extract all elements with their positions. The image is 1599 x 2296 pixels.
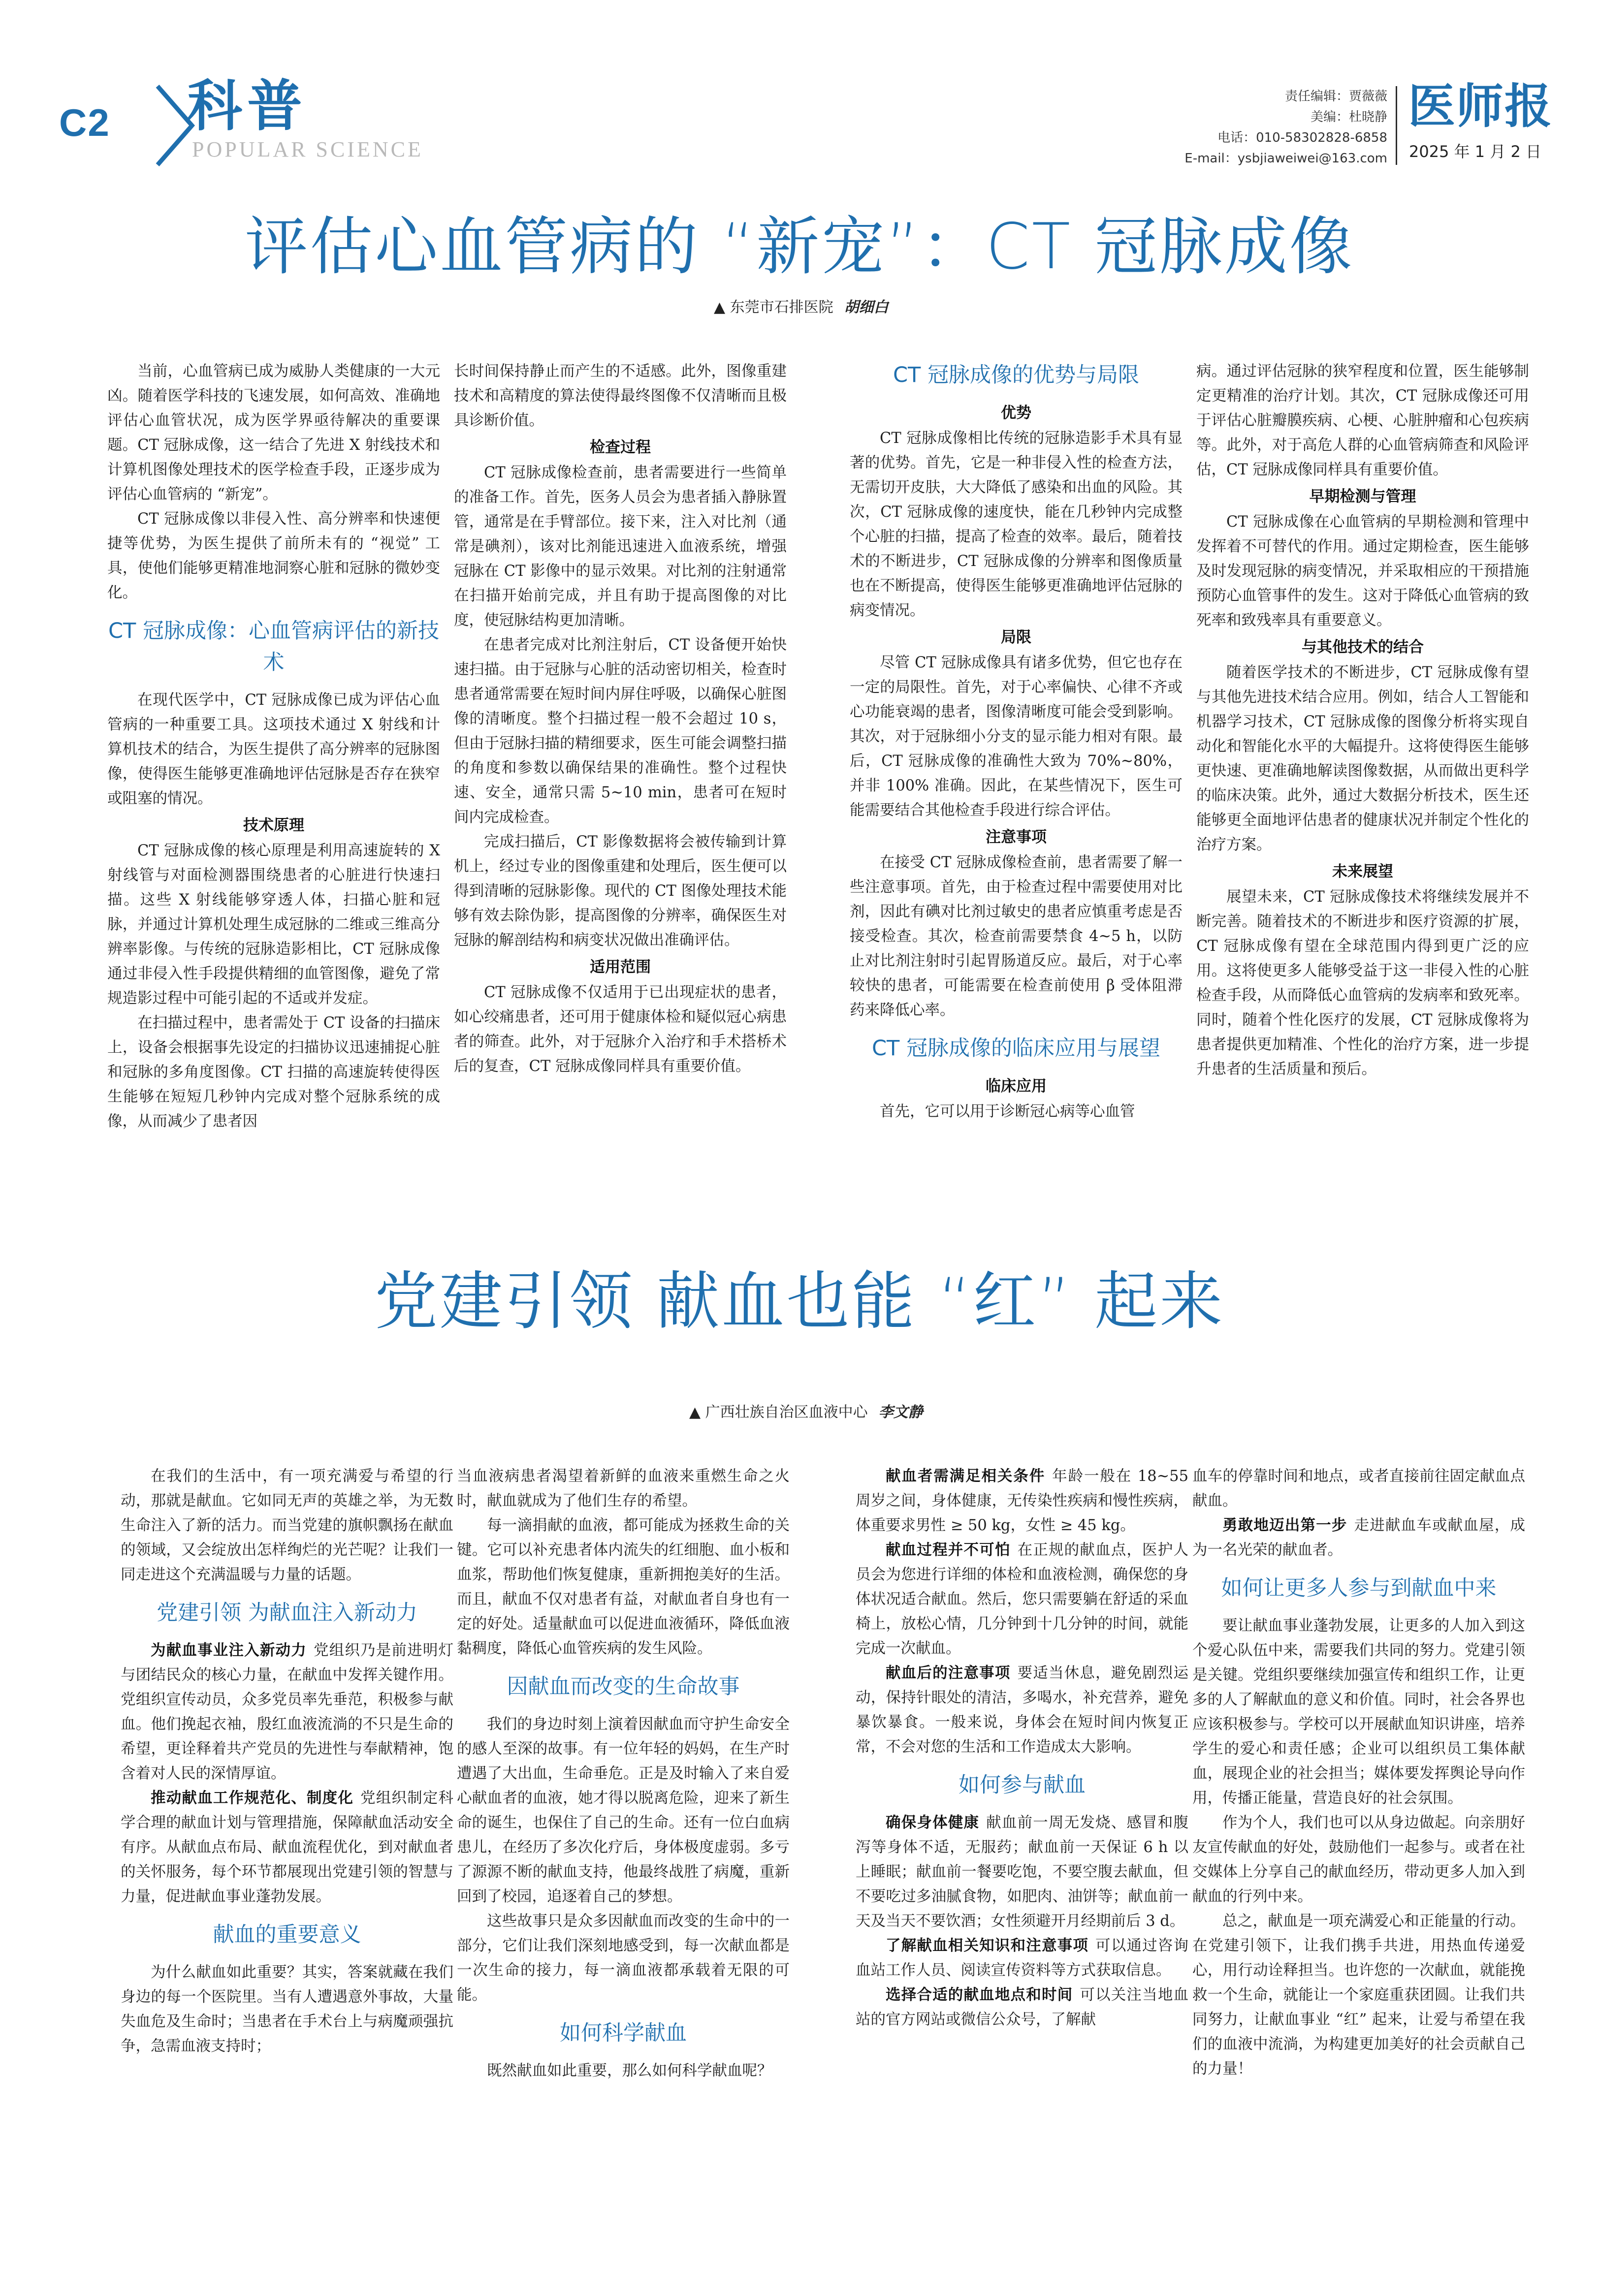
paragraph-lead: 为献血事业注入新动力 bbox=[151, 1642, 307, 1659]
paragraph bbox=[107, 688, 440, 811]
paragraph-text: 尽管 CT 冠脉成像具有诸多优势，但它也存在一定的局限性。首先，对于心率偏快、心律不齐或心功能衰竭的患者，图像清晰度可能会受到影响。其次，对于冠脉细小分支的显示能力相对有限。最后，CT 冠脉成像的准确性大致为 70%~80%，并非 100% 准确。因此，在某些情况下，医生可能需要结合其他检查手段进行综合评估。 bbox=[850, 654, 1183, 819]
paragraph bbox=[121, 1960, 453, 2059]
paragraph bbox=[1192, 1909, 1525, 2081]
paragraph-text: 党组织制定科学合理的献血计划与管理措施，保障献血活动安全有序。从献血点布局、献血流程优化，到对献血者的关怀服务，每个环节都展现出党建引领的智慧与力量，促进献血事业蓬勃发展。 bbox=[121, 1790, 453, 1905]
paragraph bbox=[454, 980, 787, 1079]
paragraph bbox=[107, 359, 440, 507]
section-heading: 因献血而改变的生命故事 bbox=[507, 1674, 740, 1699]
paragraph-text: CT 冠脉成像相比传统的冠脉造影手术具有显著的优势。首先，它是一种非侵入性的检查方法，无需切开皮肤，大大降低了感染和出血的风险。其次，CT 冠脉成像的速度快，能在几秒钟内完成整个心脏的扫描，提高了检查的效率。最后，随着技术的不断进步，CT 冠脉成像的分辨率和图像质量也在不断提高，使得医生能够更准确地评估冠脉的病变情况。 bbox=[850, 430, 1183, 619]
paragraph bbox=[107, 1011, 440, 1134]
masthead-divider bbox=[1396, 86, 1397, 165]
subsection-heading: 技术原理 bbox=[243, 817, 304, 834]
paragraph-text: CT 冠脉成像不仅适用于已出现症状的患者，如心绞痛患者，还可用于健康体检和疑似冠心病患者的筛查。此外，对于冠脉介入治疗和手术搭桥术后的复查，CT 冠脉成像同样具有重要价值。 bbox=[454, 984, 787, 1075]
section-heading: CT 冠脉成像：心血管病评估的新技术 bbox=[108, 619, 439, 675]
paragraph-text: 随着医学技术的不断进步，CT 冠脉成像有望与其他先进技术结合应用。例如，结合人工智能和机器学习技术，CT 冠脉成像的图像分析将实现自动化和智能化水平的大幅提升。这将使得医生能够更快速、更准确地解读图像数据，从而做出更科学的临床决策。此外，通过大数据分析技术，医生还能够更全面地评估患者的健康状况并制定个性化的治疗方案。 bbox=[1196, 664, 1529, 853]
paragraph-lead: 勇敢地迈出第一步 bbox=[1222, 1517, 1347, 1534]
paragraph-text: 可以通过咨询血站工作人员、阅读宣传资料等方式获取信息。 bbox=[856, 1937, 1188, 1979]
paragraph bbox=[850, 850, 1183, 1023]
paragraph bbox=[856, 1661, 1188, 1760]
paragraph-text: 总之，献血是一项充满爱心和正能量的行动。在党建引领下，让我们携手共进，用热血传递爱心，用行动诠释担当。也许您的一次献血，就能挽救一个生命，就能让一个家庭重获团圆。让我们共同努力，让献血事业 “红” 起来，让爱与希望在我们的血液中流淌，为构建更加美好的社会贡献自己的力量！ bbox=[1192, 1913, 1525, 2077]
article-2-byline bbox=[689, 1405, 923, 1420]
subsection-heading: 早期检测与管理 bbox=[1309, 488, 1416, 505]
section-heading: CT 冠脉成像的临床应用与展望 bbox=[872, 1036, 1160, 1061]
paragraph-text: 要适当休息，避免剧烈运动，保持针眼处的清洁，多喝水，补充营养，避免暴饮暴食。一般来说，身体会在短时间内恢复正常，不会对您的生活和工作造成太大影响。 bbox=[856, 1665, 1188, 1756]
byline-author: 李文静 bbox=[878, 1404, 923, 1421]
section-title: 科普 bbox=[187, 74, 307, 138]
paragraph bbox=[856, 1811, 1188, 1934]
paragraph-text: 当前，心血管病已成为威胁人类健康的一大元凶。随着医学科技的飞速发展，如何高效、准确地评估心血管状况，成为医学界亟待解决的重要课题。CT 冠脉成像，这一结合了先进 X 射线技术和计算机图像处理技术的医学检查手段，正逐步成为评估心血管病的 “新宠”。 bbox=[107, 363, 440, 503]
paragraph-lead: 了解献血相关知识和注意事项 bbox=[886, 1937, 1089, 1954]
paragraph bbox=[856, 1538, 1188, 1661]
paragraph-text: 完成扫描后，CT 影像数据将会被传输到计算机上，经过专业的图像重建和处理后，医生便可以得到清晰的冠脉影像。现代的 CT 图像处理技术能够有效去除伪影，提高图像的分辨率，确保医生对冠脉的解剖结构和病变状况做出准确评估。 bbox=[454, 833, 787, 949]
subsection-heading: 检查过程 bbox=[590, 439, 651, 456]
paragraph-text: CT 冠脉成像的核心原理是利用高速旋转的 X 射线管与对面检测器围绕患者的心脏进行快速扫描。这些 X 射线能够穿透人体，扫描心脏和冠脉，并通过计算机处理生成冠脉的二维或三维高分辨率影像。与传统的冠脉造影相比，CT 冠脉成像通过非侵入性手段提供精细的血管图像，避免了常规造影过程中可能引起的不适或并发症。 bbox=[107, 842, 440, 1007]
article-1-column-4 bbox=[1196, 359, 1529, 1260]
paragraph-lead: 推动献血工作规范化、制度化 bbox=[151, 1790, 354, 1807]
paragraph-text: 在现代医学中，CT 冠脉成像已成为评估心血管病的一种重要工具。这项技术通过 X 射线和计算机技术的结合，为医生提供了高分辨率的冠脉图像，使得医生能够更准确地评估冠脉是否存在狭窄或阻塞的情况。 bbox=[107, 692, 440, 807]
section-heading: CT 冠脉成像的优势与局限 bbox=[893, 363, 1139, 387]
paragraph-lead: 选择合适的献血地点和时间 bbox=[886, 1986, 1073, 2004]
section-heading: 党建引领 为献血注入新动力 bbox=[157, 1601, 417, 1625]
paragraph-text: 可以关注当地血站的官方网站或微信公众号，了解献 bbox=[856, 1986, 1188, 2028]
paragraph-text: 年龄一般在 18~55 周岁之间，身体健康，无传染性疾病和慢性疾病，体重要求男性 ≥ 50 kg，女性 ≥ 45 kg。 bbox=[856, 1468, 1188, 1534]
paragraph-text: 在接受 CT 冠脉成像检查前，患者需要了解一些注意事项。首先，由于检查过程中需要使用对比剂，因此有碘对比剂过敏史的患者应慎重考虑是否接受检查。其次，检查前需要禁食 4~5 h，以防止对比剂注射时引起胃肠道反应。最后，对于心率较快的患者，可能需要在检查前使用 β 受体阻滞药来降低心率。 bbox=[850, 854, 1183, 1019]
paragraph bbox=[1192, 1811, 1525, 1909]
paragraph-text: 为什么献血如此重要？其实，答案就藏在我们身边的每一个医院里。当有人遭遇意外事故，大量失血危及生命时；当患者在手术台上与病魔顽强抗争，急需血液支持时； bbox=[121, 1964, 453, 2055]
paragraph bbox=[457, 1712, 790, 1909]
designer-line: 美编：杜晓静 bbox=[1310, 110, 1387, 125]
paragraph-lead: 确保身体健康 bbox=[886, 1814, 980, 1831]
paragraph-text: 在患者完成对比剂注射后，CT 设备便开始快速扫描。由于冠脉与心脏的活动密切相关，检查时患者通常需要在短时间内屏住呼吸，以确保心脏图像的清晰度。整个扫描过程一般不会超过 10 s，但由于冠脉扫描的精细要求，医生可能会调整扫描的角度和参数以确保结果的准确性。整个过程快速、安全，通常只需 5~10 min，患者可在短时间内完成检查。 bbox=[454, 636, 787, 826]
newspaper-logo: 医师报 bbox=[1408, 78, 1553, 134]
paragraph bbox=[454, 359, 787, 433]
paragraph-text: 首先，它可以用于诊断冠心病等心血管 bbox=[880, 1103, 1135, 1120]
article-1-column-2 bbox=[454, 359, 787, 1260]
paragraph bbox=[1196, 510, 1529, 633]
paragraph bbox=[1192, 1614, 1525, 1811]
paragraph-text: 每一滴捐献的血液，都可能成为拯救生命的关键。它可以补充患者体内流失的红细胞、血小板和血浆，帮助他们恢复健康，重新拥抱美好的生活。而且，献血不仅对患者有益，对献血者自身也有一定的好处。适量献血可以促进血液循环，降低血液黏稠度，降低心血管疾病的发生风险。 bbox=[457, 1517, 790, 1657]
paragraph-text: 病。通过评估冠脉的狭窄程度和位置，医生能够制定更精准的治疗计划。其次，CT 冠脉成像还可用于评估心脏瓣膜疾病、心梗、心脏肿瘤和心包疾病等。此外，对于高危人群的心血管病筛查和风险评估，CT 冠脉成像同样具有重要价值。 bbox=[1196, 363, 1529, 478]
paragraph bbox=[121, 1464, 453, 1587]
paragraph-text: 既然献血如此重要，那么如何科学献血呢？ bbox=[487, 2062, 772, 2079]
byline-org: ▲ 广西壮族自治区血液中心 bbox=[689, 1404, 868, 1421]
paragraph bbox=[856, 1934, 1188, 1983]
subsection-heading: 未来展望 bbox=[1332, 863, 1393, 881]
section-heading: 如何参与献血 bbox=[959, 1773, 1086, 1797]
paragraph bbox=[1192, 1513, 1525, 1563]
paragraph-text: 在扫描过程中，患者需处于 CT 设备的扫描床上，设备会根据事先设定的扫描协议迅速捕捉心脏和冠脉的多角度图像。CT 扫描的高速旋转使得医生能够在短短几秒钟内完成对整个冠脉系统的成像，从而减少了患者因 bbox=[107, 1014, 440, 1130]
issue-date: 2025 年 1 月 2 日 bbox=[1409, 142, 1542, 161]
paragraph bbox=[457, 1513, 790, 1661]
paragraph bbox=[850, 651, 1183, 823]
paragraph bbox=[457, 1464, 790, 1513]
paragraph-text: 献血前一周无发烧、感冒和腹泻等身体不适，无服药；献血前一天保证 6 h 以上睡眠；献血前一餐要吃饱，不要空腹去献血，但不要吃过多油腻食物，如肥肉、油饼等；献血前一天及当天不要饮酒；女性须避开月经期前后 3 d。 bbox=[856, 1814, 1188, 1930]
paragraph-text: 作为个人，我们也可以从身边做起。向亲朋好友宣传献血的好处，鼓励他们一起参与。或者在社交媒体上分享自己的献血经历，带动更多人加入到献血的行列中来。 bbox=[1192, 1814, 1525, 1905]
paragraph bbox=[454, 461, 787, 633]
paragraph-text: 要让献血事业蓬勃发展，让更多的人加入到这个爱心队伍中来，需要我们共同的努力。党建引领是关键。党组织要继续加强宣传和组织工作，让更多的人了解献血的意义和价值。同时，社会各界也应该积极参与。学校可以开展献血知识讲座，培养学生的爱心和责任感；企业可以组织员工集体献血，展现企业的社会担当；媒体要发挥舆论导向作用，传播正能量，营造良好的社会氛围。 bbox=[1192, 1617, 1525, 1807]
paragraph bbox=[850, 1100, 1183, 1124]
paragraph bbox=[1196, 660, 1529, 857]
subsection-heading: 注意事项 bbox=[986, 828, 1047, 846]
paragraph bbox=[454, 830, 787, 953]
byline-org: ▲ 东莞市石排医院 bbox=[714, 299, 833, 316]
paragraph-lead: 献血后的注意事项 bbox=[886, 1665, 1011, 1682]
paragraph-text: 当血液病患者渴望着新鲜的血液来重燃生命之火时，献血就成为了他们生存的希望。 bbox=[457, 1468, 790, 1510]
article-1-title: 评估心血管病的 “新宠”：CT 冠脉成像 bbox=[245, 210, 1354, 283]
section-heading: 如何科学献血 bbox=[560, 2021, 687, 2045]
article-2-column-4 bbox=[1192, 1464, 1525, 2271]
paragraph-text: CT 冠脉成像在心血管病的早期检测和管理中发挥着不可替代的作用。通过定期检查，医生能够及时发现冠脉的病变情况，并采取相应的干预措施预防心血管事件的发生。这对于降低心血管病的致死率和致残率具有重要意义。 bbox=[1196, 513, 1529, 629]
paragraph bbox=[1196, 885, 1529, 1082]
subsection-heading: 适用范围 bbox=[590, 958, 651, 976]
article-2-column-2 bbox=[457, 1464, 790, 2271]
paragraph bbox=[457, 1909, 790, 2008]
paragraph-text: 党组织乃是前进明灯与团结民众的核心力量，在献血中发挥关键作用。党组织宣传动员，众多党员率先垂范，积极参与献血。他们挽起衣袖，殷红血液流淌的不只是生命的希望，更诠释着共产党员的先进性与奉献精神，饱含着对人民的深情厚谊。 bbox=[121, 1642, 453, 1782]
paragraph-text: 血车的停靠时间和地点，或者直接前往固定献血点献血。 bbox=[1192, 1468, 1525, 1510]
paragraph bbox=[457, 2059, 790, 2083]
article-1-byline bbox=[714, 300, 889, 315]
article-1-column-1 bbox=[107, 359, 440, 1260]
paragraph bbox=[1196, 359, 1529, 482]
paragraph-lead: 献血者需满足相关条件 bbox=[886, 1468, 1046, 1485]
paragraph bbox=[107, 507, 440, 605]
paragraph-text: 长时间保持静止而产生的不适感。此外，图像重建技术和高精度的算法使得最终图像不仅清晰而且极具诊断价值。 bbox=[454, 363, 787, 429]
byline-author: 胡细白 bbox=[844, 299, 889, 316]
paragraph-text: 我们的身边时刻上演着因献血而守护生命安全的感人至深的故事。有一位年轻的妈妈，在生产时遭遇了大出血，生命垂危。正是及时输入了来自爱心献血者的血液，她才得以脱离危险，迎来了新生命的诞生，也保住了自己的生命。还有一位白血病患儿，在经历了多次化疗后，身体极度虚弱。多亏了源源不断的献血支持，他最终战胜了病魔，重新回到了校园，追逐着自己的梦想。 bbox=[457, 1716, 790, 1905]
section-heading: 如何让更多人参与到献血中来 bbox=[1221, 1576, 1497, 1601]
paragraph-text: 走进献血车或献血屋，成为一名光荣的献血者。 bbox=[1192, 1517, 1525, 1559]
paragraph bbox=[454, 633, 787, 830]
paragraph-text: CT 冠脉成像以非侵入性、高分辨率和快速便捷等优势，为医生提供了前所未有的 “视觉” 工具，使他们能够更精准地洞察心脏和冠脉的微妙变化。 bbox=[107, 510, 440, 601]
phone-line: 电话：010-58302828-6858 bbox=[1217, 130, 1387, 145]
section-subtitle: POPULAR SCIENCE bbox=[192, 137, 423, 161]
paragraph bbox=[121, 1786, 453, 1909]
paragraph bbox=[856, 1464, 1188, 1538]
subsection-heading: 优势 bbox=[1001, 404, 1031, 422]
article-2-column-1 bbox=[121, 1464, 453, 2271]
editor-info bbox=[1184, 86, 1387, 169]
paragraph-text: 这些故事只是众多因献血而改变的生命中的一部分，它们让我们深刻地感受到，每一次献血都是一次生命的接力，每一滴血液都承载着无限的可能。 bbox=[457, 1913, 790, 2004]
subsection-heading: 与其他技术的结合 bbox=[1302, 638, 1424, 656]
paragraph-text: 在我们的生活中，有一项充满爱与希望的行动，那就是献血。它如同无声的英雄之举，为无数生命注入了新的活力。而当党建的旗帜飘扬在献血的领域，又会绽放出怎样绚烂的光芒呢？让我们一同走进这个充满温暖与力量的话题。 bbox=[121, 1468, 453, 1583]
article-2-column-3 bbox=[856, 1464, 1188, 2271]
paragraph-text: 展望未来，CT 冠脉成像技术将继续发展并不断完善。随着技术的不断进步和医疗资源的扩展，CT 冠脉成像有望在全球范围内得到更广泛的应用。这将使更多人能够受益于这一非侵入性的心脏检查手段，从而降低心血管病的发病率和致死率。同时，随着个性化医疗的发展，CT 冠脉成像将为患者提供更加精准、个性化的治疗方案，进一步提升患者的生活质量和预后。 bbox=[1196, 888, 1529, 1078]
section-heading: 献血的重要意义 bbox=[213, 1922, 361, 1947]
paragraph-text: CT 冠脉成像检查前，患者需要进行一些简单的准备工作。首先，医务人员会为患者插入静脉置管，通常是在手臂部位。接下来，注入对比剂（通常是碘剂），该对比剂能迅速进入血液系统，增强冠脉在 CT 影像中的显示效果。对比剂的注射通常在扫描开始前完成，并且有助于提高图像的对比度，使冠脉结构更加清晰。 bbox=[454, 464, 787, 629]
paragraph bbox=[850, 426, 1183, 623]
editor-line: 责任编辑：贾薇薇 bbox=[1284, 89, 1387, 104]
email-line: E-mail：ysbjiaweiwei@163.com bbox=[1184, 151, 1387, 166]
paragraph bbox=[107, 839, 440, 1011]
paragraph-text: 在正规的献血点，医护人员会为您进行详细的体检和血液检测，确保您的身体状况适合献血。然后，您只需要躺在舒适的采血椅上，放松心情，几分钟到十几分钟的时间，就能完成一次献血。 bbox=[856, 1541, 1188, 1657]
paragraph bbox=[121, 1638, 453, 1786]
article-2-title: 党建引领 献血也能 “红” 起来 bbox=[374, 1265, 1225, 1338]
subsection-heading: 局限 bbox=[1001, 629, 1031, 646]
paragraph-lead: 献血过程并不可怕 bbox=[886, 1541, 1011, 1559]
paragraph bbox=[1192, 1464, 1525, 1513]
paragraph bbox=[856, 1983, 1188, 2032]
article-1-column-3 bbox=[850, 359, 1183, 1260]
page-number: C2 bbox=[59, 101, 110, 144]
subsection-heading: 临床应用 bbox=[986, 1077, 1047, 1095]
